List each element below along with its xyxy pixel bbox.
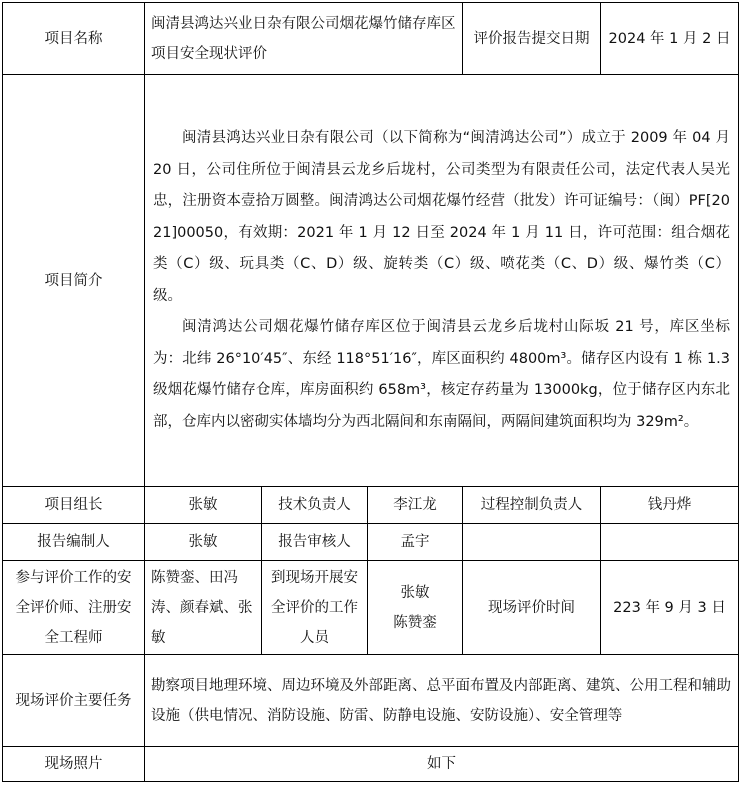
row-project-intro: [3, 75, 739, 487]
photo-value: 如下: [145, 747, 739, 782]
row-task: [3, 655, 739, 747]
process-value: 钱丹烨: [601, 487, 739, 524]
empty-cell-2: [601, 524, 739, 561]
submit-date-label: 评价报告提交日期: [463, 3, 601, 75]
onsite-staff-1: 张敏: [400, 584, 430, 601]
evaluation-info-table: [2, 2, 739, 782]
empty-cell-1: [463, 524, 601, 561]
author-label: 报告编制人: [3, 524, 145, 561]
participants-label: 参与评价工作的安全评价师、注册安全工程师: [3, 561, 145, 655]
row-photo: [3, 747, 739, 782]
onsite-label: 到现场开展安全评价的工作人员: [262, 561, 368, 655]
task-label: 现场评价主要任务: [3, 655, 145, 747]
author-value: 张敏: [145, 524, 262, 561]
leader-label: 项目组长: [3, 487, 145, 524]
intro-content: [145, 75, 739, 487]
reviewer-label: 报告审核人: [262, 524, 368, 561]
project-name-label: 项目名称: [3, 3, 145, 75]
intro-label: 项目简介: [3, 75, 145, 487]
task-value: 勘察项目地理环境、周边环境及外部距离、总平面布置及内部距离、建筑、公用工程和辅助设施（供电情况、消防设施、防雷、防静电设施、安防设施）、安全管理等: [145, 655, 739, 747]
row-participants: [3, 561, 739, 655]
project-name-value: 闽清县鸿达兴业日杂有限公司烟花爆竹储存库区项目安全现状评价: [145, 3, 463, 75]
submit-date-value: 2024 年 1 月 2 日: [601, 3, 739, 75]
intro-paragraph-1: 闽清县鸿达兴业日杂有限公司（以下简称为“闽清鸿达公司”）成立于 2009 年 04 月 20 日，公司住所位于闽清县云龙乡后垅村，公司类型为有限责任公司，法定代表人吴光忠，注册资本壹拾万圆整。闽清鸿达公司烟花爆竹经营（批发）许可证编号：（闽）PF[2021]00050，有效期：2021 年 1 月 12 日至 2024 年 1 月 11 日，许可范围：组合烟花类（C）级、玩具类（C、D）级、旋转类（C）级、喷花类（C、D）级、爆竹类（C）级。: [153, 130, 730, 304]
onsite-time-label: 现场评价时间: [463, 561, 601, 655]
row-leaders: [3, 487, 739, 524]
row-project-name: [3, 3, 739, 75]
leader-value: 张敏: [145, 487, 262, 524]
photo-label: 现场照片: [3, 747, 145, 782]
onsite-staff-2: 陈赞銮: [393, 614, 437, 631]
intro-paragraph-2: 闽清鸿达公司烟花爆竹储存库区位于闽清县云龙乡后垅村山际坂 21 号，库区坐标为：北纬 26°10′45″、东经 118°51′16″，库区面积约 4800m³。储存区内设有 1 栋 1.3 级烟花爆竹储存仓库，库房面积约 658m³，核定存药量为 13000kg，位于储存区内东北部，仓库内以密砌实体墙均分为西北隔间和东南隔间，两隔间建筑面积均为 329m²。: [153, 319, 730, 430]
tech-label: 技术负责人: [262, 487, 368, 524]
onsite-staff: [368, 561, 463, 655]
reviewer-value: 孟宇: [368, 524, 463, 561]
tech-value: 李江龙: [368, 487, 463, 524]
row-authors: [3, 524, 739, 561]
onsite-time-value: 223 年 9 月 3 日: [601, 561, 739, 655]
process-label: 过程控制负责人: [463, 487, 601, 524]
participants-value: 陈赞銮、田冯涛、颜春斌、张敏: [145, 561, 262, 655]
